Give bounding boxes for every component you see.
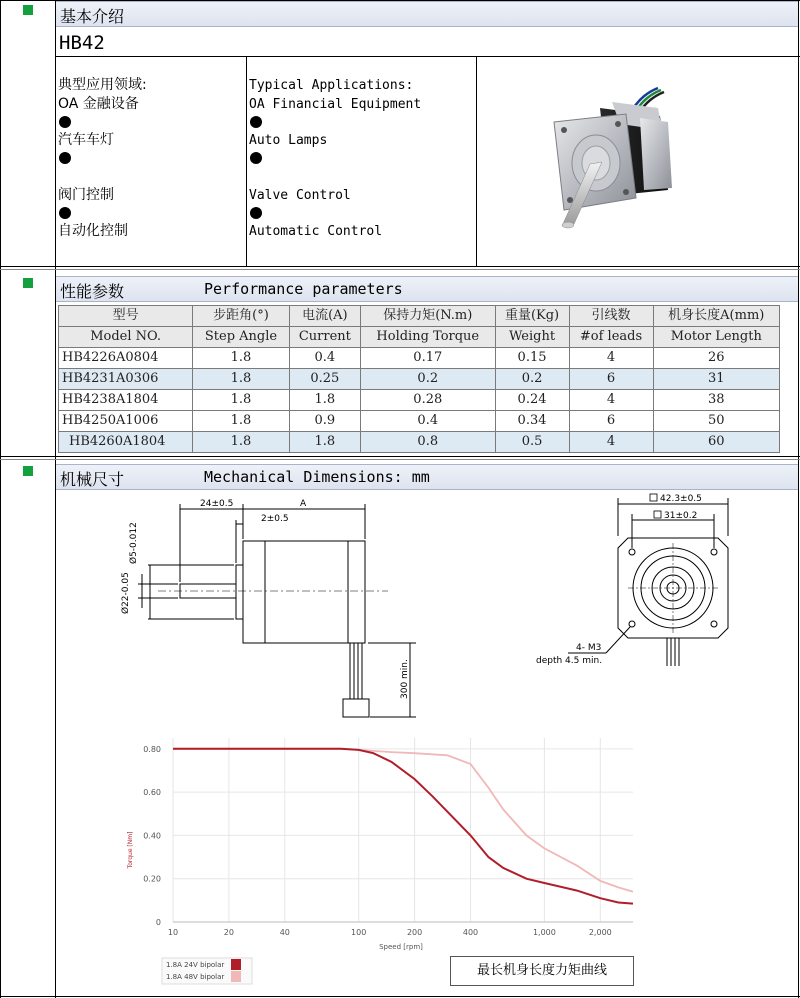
- table-cell: HB4250A1006: [59, 411, 193, 432]
- table-cell: 0.4: [289, 348, 360, 369]
- table-cell: 38: [653, 390, 779, 411]
- section-marker-performance: [23, 278, 33, 288]
- table-row: [59, 411, 780, 432]
- x-tick-label: 200: [406, 928, 423, 937]
- table-cell: 1.8: [289, 432, 360, 453]
- y-tick-label: 0.20: [143, 874, 161, 884]
- table-cell: 0.34: [495, 411, 569, 432]
- table-header: 电流(A): [289, 306, 360, 327]
- table-cell: 1.8: [193, 411, 289, 432]
- dim-label-shaft: Ø5-0.012: [129, 522, 139, 564]
- model-row-divider: [55, 56, 800, 57]
- table-row: [59, 348, 780, 369]
- frame-left-border: [0, 0, 1, 998]
- y-tick-label: 0.80: [143, 744, 161, 754]
- table-cell: 0.28: [360, 390, 495, 411]
- x-tick-label: 10: [167, 928, 179, 937]
- frame-bottom-border: [0, 996, 800, 997]
- application-cn-3: 阀门控制: [58, 187, 114, 203]
- dim-label-2: 2±0.5: [261, 514, 289, 524]
- side-view-drawing: [118, 494, 428, 734]
- table-cell: 0.8: [360, 432, 495, 453]
- table-cell: 0.15: [495, 348, 569, 369]
- section-divider-3: [0, 456, 800, 457]
- applications-cn-heading: 典型应用领域:: [58, 77, 147, 93]
- table-cell: 1.8: [193, 369, 289, 390]
- frame-right-border: [798, 0, 799, 998]
- section-header-performance: [56, 276, 798, 302]
- application-cn-4: 自动化控制: [58, 223, 128, 239]
- application-en-3: Valve Control: [249, 188, 351, 203]
- table-cell: 60: [653, 432, 779, 453]
- table-header-row-en: [59, 327, 780, 348]
- table-header: Motor Length: [653, 327, 779, 348]
- app-col-divider-2: [476, 56, 477, 266]
- table-header: #of leads: [569, 327, 653, 348]
- table-cell: 4: [569, 390, 653, 411]
- legend-swatch-48v: [231, 971, 241, 982]
- table-cell: 1.8: [193, 348, 289, 369]
- x-axis-label: Speed [rpm]: [379, 943, 423, 951]
- table-header: 保持力矩(N.m): [360, 306, 495, 327]
- section-title-performance-cn: 性能参数: [60, 282, 125, 301]
- dim-label-boss: Ø22-0.05: [121, 572, 131, 614]
- table-cell: 0.2: [360, 369, 495, 390]
- x-tick-label: 2,000: [588, 928, 612, 937]
- x-tick-label: 400: [462, 928, 479, 937]
- bullet-icon: [250, 116, 262, 128]
- bullet-icon: [59, 207, 71, 219]
- table-cell: 4: [569, 432, 653, 453]
- table-cell: 4: [569, 348, 653, 369]
- table-cell: 50: [653, 411, 779, 432]
- table-cell: HB4238A1804: [59, 390, 193, 411]
- application-en-2: Auto Lamps: [249, 133, 328, 148]
- dim-label-a: A: [300, 499, 307, 509]
- table-cell: 0.24: [495, 390, 569, 411]
- bullet-icon: [59, 152, 71, 164]
- dim-label-423: 42.3±0.5: [660, 494, 702, 504]
- table-header: 型号: [59, 306, 193, 327]
- table-header-row-cn: [59, 306, 780, 327]
- table-cell: 0.4: [360, 411, 495, 432]
- bullet-icon: [250, 207, 262, 219]
- table-header: Model NO.: [59, 327, 193, 348]
- table-header: 机身长度A(mm): [653, 306, 779, 327]
- series-line-0: [173, 749, 633, 904]
- table-cell: 1.8: [289, 390, 360, 411]
- table-cell: 26: [653, 348, 779, 369]
- table-row: [59, 390, 780, 411]
- chart-note-box: 最长机身长度力矩曲线: [450, 956, 634, 986]
- table-row: [59, 432, 780, 453]
- table-header: Step Angle: [193, 327, 289, 348]
- legend-label-48v: 1.8A 48V bipolar: [166, 973, 225, 981]
- front-view-drawing: [528, 488, 798, 678]
- section-header-mechanical: [56, 464, 798, 490]
- x-tick-label: 100: [351, 928, 367, 937]
- bullet-icon: [250, 152, 262, 164]
- dim-label-lead: 300 min.: [400, 659, 410, 699]
- table-cell: 0.5: [495, 432, 569, 453]
- bullet-icon: [59, 116, 71, 128]
- section-title-basic: 基本介绍: [60, 7, 125, 26]
- table-header: 步距角(°): [193, 306, 289, 327]
- screw-label-1: 4- M3: [576, 643, 602, 653]
- table-header: Weight: [495, 327, 569, 348]
- table-cell: HB4226A0804: [59, 348, 193, 369]
- applications-en: [249, 76, 421, 241]
- dim-label-31: 31±0.2: [664, 511, 698, 521]
- model-name: HB42: [59, 32, 105, 54]
- chart-ticks: [143, 745, 612, 937]
- table-header: Holding Torque: [360, 327, 495, 348]
- torque-chart: [118, 730, 648, 986]
- table-cell: 0.25: [289, 369, 360, 390]
- application-cn-2: 汽车车灯: [58, 132, 114, 148]
- table-cell: 6: [569, 369, 653, 390]
- section-title-mechanical-cn: 机械尺寸: [60, 470, 125, 489]
- table-cell: HB4260A1804: [59, 432, 193, 453]
- table-cell: 31: [653, 369, 779, 390]
- section-marker-basic: [23, 5, 33, 15]
- chart-grid: [173, 738, 633, 922]
- table-cell: 1.8: [193, 432, 289, 453]
- section-header-basic: [56, 1, 798, 27]
- screw-label-2: depth 4.5 min.: [536, 656, 603, 666]
- section-title-performance-en: Performance parameters: [204, 280, 403, 298]
- y-tick-label: 0.40: [143, 831, 161, 841]
- section-divider-1: [0, 266, 800, 267]
- application-en-4: Automatic Control: [249, 224, 383, 239]
- applications-cn: [58, 76, 147, 241]
- table-header: Current: [289, 327, 360, 348]
- applications-en-heading: Typical Applications:: [249, 78, 414, 93]
- table-cell: 1.8: [193, 390, 289, 411]
- y-tick-label: 0: [155, 918, 161, 927]
- table-header: 重量(Kg): [495, 306, 569, 327]
- dim-label-24: 24±0.5: [200, 499, 234, 509]
- table-cell: 0.2: [495, 369, 569, 390]
- table-cell: 0.9: [289, 411, 360, 432]
- chart-lines: [173, 749, 633, 904]
- x-tick-label: 20: [223, 928, 234, 937]
- table-header: 引线数: [569, 306, 653, 327]
- x-tick-label: 40: [279, 928, 290, 937]
- table-row: [59, 369, 780, 390]
- section-divider-2: [0, 269, 800, 270]
- performance-table: [58, 305, 780, 453]
- table-cell: 6: [569, 411, 653, 432]
- x-tick-label: 1,000: [532, 928, 556, 937]
- application-en-1: OA Financial Equipment: [249, 97, 422, 112]
- motor-photo: [540, 78, 690, 238]
- section-title-mechanical-en: Mechanical Dimensions: mm: [204, 468, 430, 486]
- app-col-divider-1: [246, 56, 247, 266]
- section-divider-4: [0, 459, 800, 460]
- legend-label-24v: 1.8A 24V bipolar: [166, 961, 225, 969]
- chart-legend: [162, 958, 252, 984]
- y-tick-label: 0.60: [143, 788, 161, 798]
- legend-swatch-24v: [231, 959, 241, 970]
- table-cell: 0.17: [360, 348, 495, 369]
- y-axis-label: Torque [Nm]: [127, 831, 134, 869]
- table-cell: HB4231A0306: [59, 369, 193, 390]
- left-column-divider: [55, 0, 56, 998]
- section-marker-mechanical: [23, 466, 33, 476]
- application-cn-1: OA 金融设备: [58, 96, 139, 112]
